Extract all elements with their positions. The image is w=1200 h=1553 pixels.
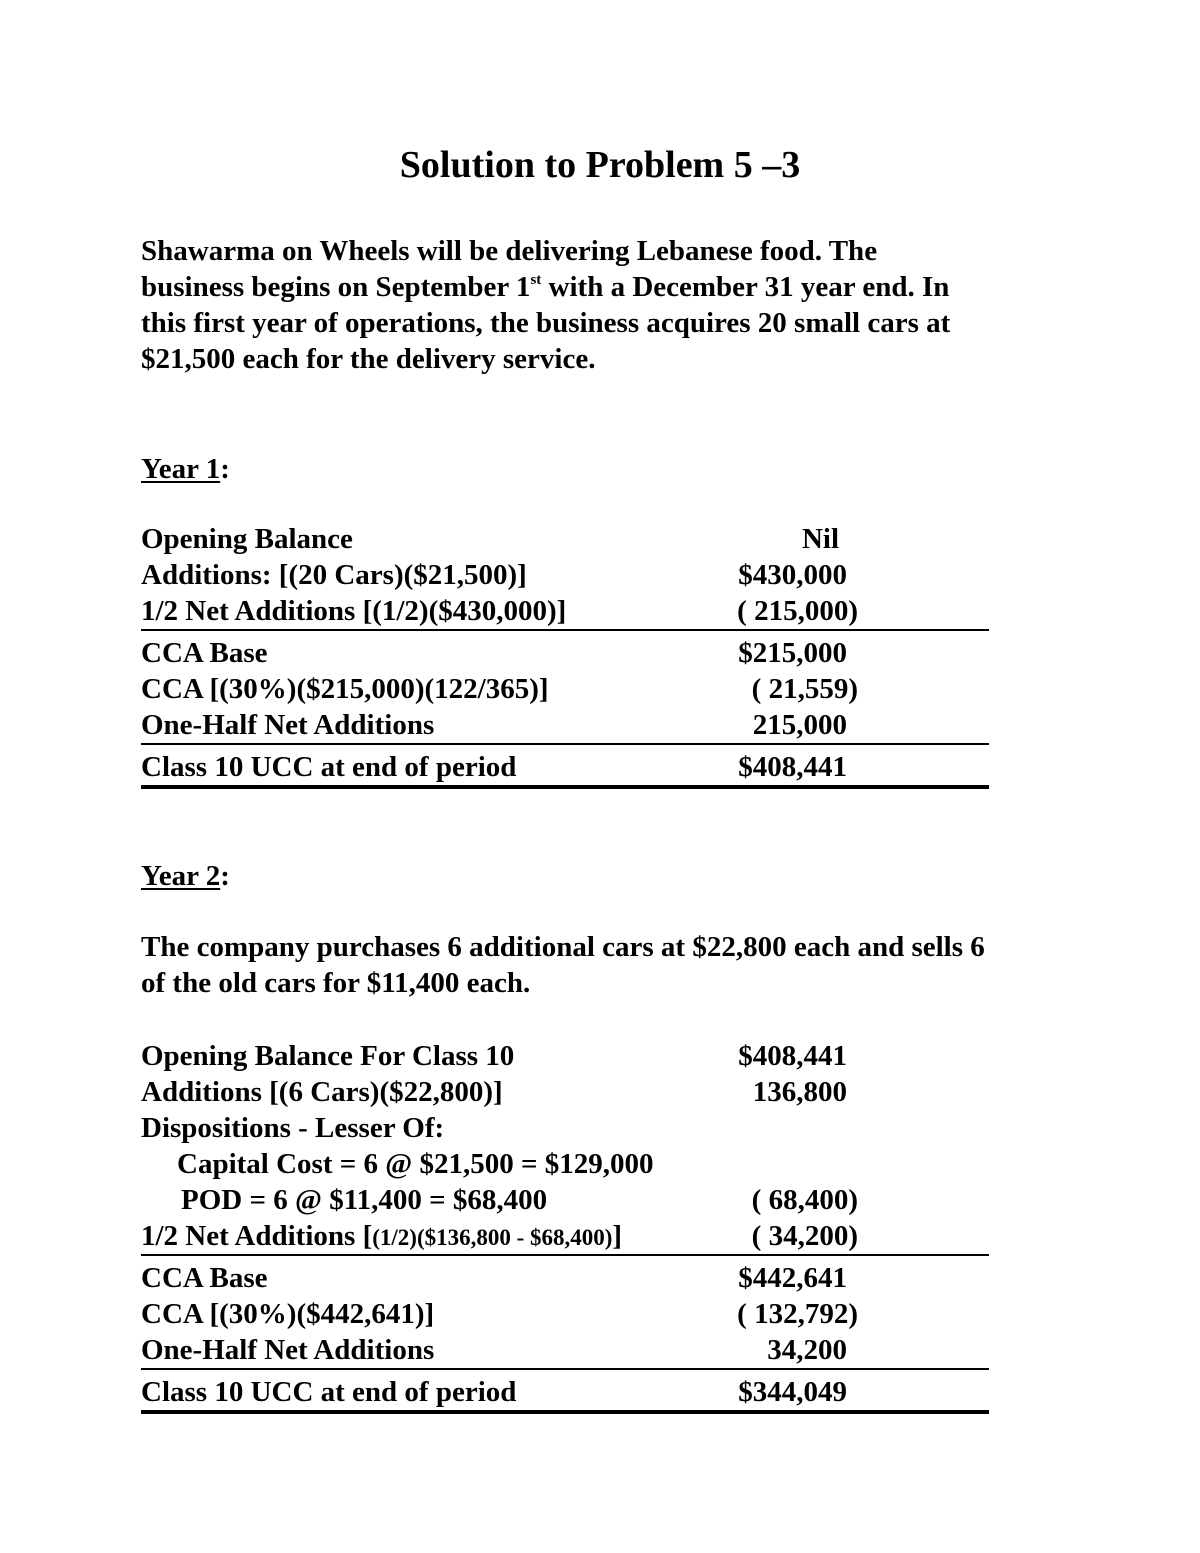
row-value: $215,000 (738, 637, 847, 669)
row-label: POD = 6 @ $11,400 = $68,400 (181, 1184, 548, 1216)
problem-intro (141, 233, 1061, 377)
year2-table (141, 1038, 989, 1414)
row-value: 215,000 (752, 709, 847, 741)
table-row (141, 1260, 989, 1296)
table-row (141, 521, 989, 557)
intro-line-2-b: with a December 31 year end. In (541, 271, 950, 303)
row-label: CCA [(30%)($215,000)(122/365)] (141, 673, 549, 705)
year2-desc-line-1: The company purchases 6 additional cars at $22,800 each and sells 6 (141, 931, 985, 963)
table-row (141, 1110, 989, 1146)
row-label: Opening Balance (141, 523, 353, 555)
row-value: $430,000 (738, 559, 847, 591)
table-row (141, 557, 989, 593)
row-value: 34,200 (767, 1334, 847, 1366)
row-label: Capital Cost = 6 @ $21,500 = $129,000 (177, 1148, 654, 1180)
intro-line-1: Shawarma on Wheels will be delivering Lebanese food. The (141, 235, 878, 267)
table-row (141, 1296, 989, 1332)
row-value: ( 215,000) (737, 595, 858, 627)
year1-heading-text: Year 1 (141, 453, 221, 485)
row-label (141, 1218, 622, 1256)
row-label: Class 10 UCC at end of period (141, 1376, 517, 1408)
row-value: 136,800 (752, 1076, 847, 1108)
table-row (141, 1038, 989, 1074)
row-value: Nil (801, 523, 839, 555)
row-value: ( 21,559) (751, 673, 858, 705)
row-value: $408,441 (738, 1040, 847, 1072)
intro-line-2 (141, 269, 1061, 305)
row-label-small: (1/2)($136,800 - $68,400) (372, 1225, 613, 1250)
year2-heading (141, 858, 230, 894)
row-label-part-a: 1/2 Net Additions [ (141, 1220, 373, 1252)
table-row-total (141, 1374, 989, 1414)
row-label-part-b: ] (612, 1220, 623, 1252)
table-row (141, 1074, 989, 1110)
table-row-total (141, 749, 989, 789)
row-value: $442,641 (738, 1262, 847, 1294)
year2-heading-colon: : (220, 860, 230, 892)
year2-description (141, 929, 1061, 1001)
row-label: Additions [(6 Cars)($22,800)] (141, 1076, 503, 1108)
row-label: Class 10 UCC at end of period (141, 751, 517, 783)
table-row (141, 1332, 989, 1370)
row-label: CCA [(30%)($442,641)] (141, 1298, 435, 1330)
page-title: Solution to Problem 5 –3 (399, 144, 801, 186)
table-row (141, 707, 989, 745)
year1-heading (141, 451, 230, 487)
year2-heading-text: Year 2 (141, 860, 221, 892)
row-label: CCA Base (141, 637, 268, 669)
intro-superscript: st (530, 272, 542, 288)
row-label: One-Half Net Additions (141, 1334, 435, 1366)
year1-heading-colon: : (220, 453, 230, 485)
table-row (141, 593, 989, 631)
table-row (141, 1182, 989, 1218)
intro-line-2-a: business begins on September 1 (141, 271, 531, 303)
row-label: 1/2 Net Additions [(1/2)($430,000)] (141, 595, 567, 627)
table-row (141, 671, 989, 707)
row-label: One-Half Net Additions (141, 709, 435, 741)
year1-table (141, 521, 989, 789)
year2-desc-line-2: of the old cars for $11,400 each. (141, 967, 531, 999)
row-label: CCA Base (141, 1262, 268, 1294)
table-row (141, 1218, 989, 1256)
row-value: ( 34,200) (751, 1220, 858, 1252)
row-value: $408,441 (738, 751, 847, 783)
table-row (141, 635, 989, 671)
row-label: Opening Balance For Class 10 (141, 1040, 515, 1072)
row-value: $344,049 (738, 1376, 847, 1408)
row-value: ( 132,792) (737, 1298, 858, 1330)
table-row (141, 1146, 989, 1182)
intro-line-3: this first year of operations, the business acquires 20 small cars at (141, 307, 951, 339)
intro-line-4: $21,500 each for the delivery service. (141, 343, 596, 375)
row-value: ( 68,400) (751, 1184, 858, 1216)
row-label: Additions: [(20 Cars)($21,500)] (141, 559, 527, 591)
row-label: Dispositions - Lesser Of: (141, 1112, 445, 1144)
